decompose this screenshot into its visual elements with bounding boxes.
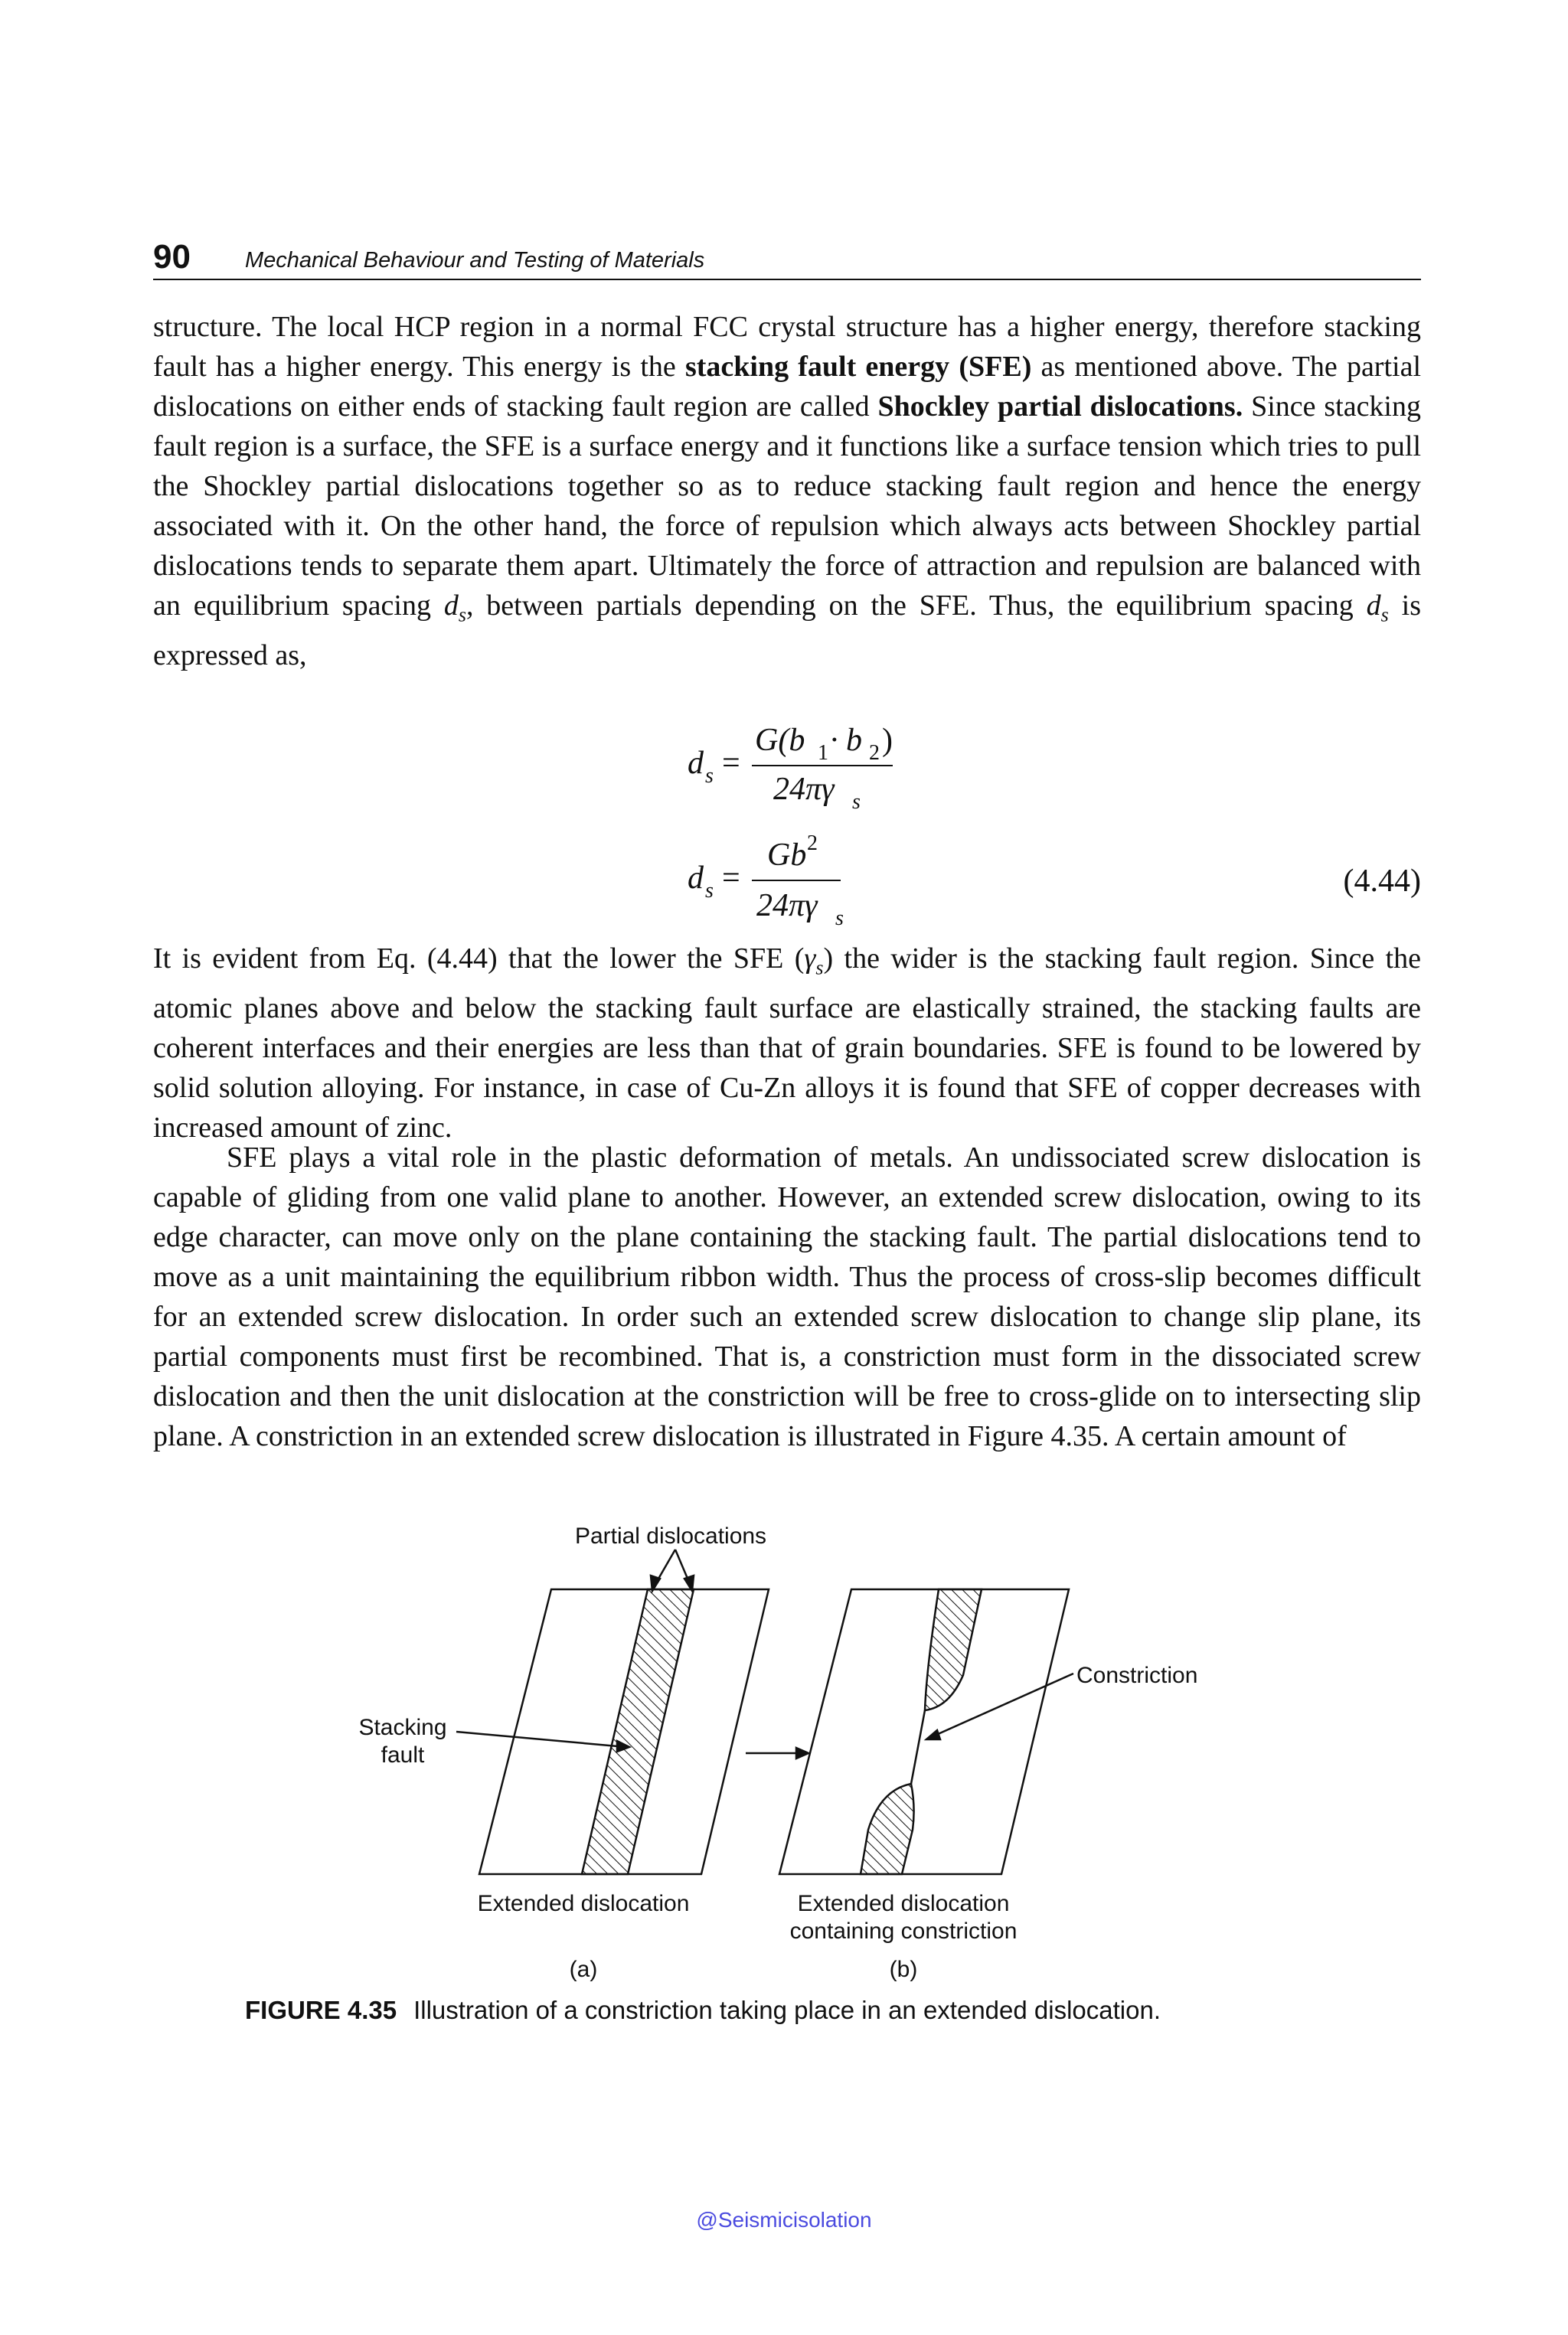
- constriction-line: [911, 1710, 925, 1784]
- slip-plane-b: [779, 1589, 1069, 1874]
- running-title: Mechanical Behaviour and Testing of Materials: [245, 248, 705, 273]
- upper-ribbon-b: [925, 1589, 982, 1710]
- lower-ribbon-b: [861, 1784, 914, 1874]
- svg-text:=: =: [722, 746, 740, 781]
- svg-text:2: 2: [807, 831, 818, 855]
- watermark: @Seismicisolation: [696, 2208, 872, 2232]
- svg-text:· b: · b: [830, 723, 862, 758]
- stacking-fault-ribbon-a: [582, 1589, 694, 1874]
- svg-text:Gb: Gb: [767, 838, 807, 873]
- panel-label-a: (a): [569, 1957, 598, 1982]
- svg-text:24πγ: 24πγ: [773, 772, 835, 807]
- label-extended-dislocation-b: Extended dislocation: [797, 1891, 1010, 1916]
- body-paragraph-1: structure. The local HCP region in a normal FCC crystal structure has a higher energy, therefore stacking fault has a higher energy. This energy is the stacking fault energy (SFE) as mentioned above. The partial dislocations on either ends of stacking fault region are called Shockley partial dislocations. Since stacking fault region is a surface, the SFE is a surface energy and it functions like a surface tension which tries to pull the Shockley partial dislocations together so as to reduce stacking fault region and hence the energy associated with it. On the other hand, the force of repulsion which always acts between Shockley partial dislocations tends to separate them apart. Ultimately the force of attraction and repulsion are balanced with an equilibrium spacing $d_s$, between partials depending on the SFE. Thus, the equilibrium spacing $d_s$ is expressed as,: [153, 311, 1422, 671]
- label-partial-dislocations: Partial dislocations: [574, 1523, 767, 1549]
- term-shockley: Shockley partial dislocations.: [877, 390, 1243, 423]
- pointer-stacking-fault: [456, 1732, 626, 1747]
- svg-text:s: s: [835, 906, 844, 930]
- svg-text:1: 1: [818, 741, 828, 765]
- eq2-lhs: d: [688, 861, 704, 896]
- body-paragraph-2: It is evident from Eq. (4.44) that the lower the SFE $(\gamma_s)$ the wider is the stacking fault region. Since the atomic planes above and below the stacking fault surface are elastically strained, the stacking faults are coherent interfaces and their energies are less than that of grain boundaries. SFE is found to be lowered by solid solution alloying. For instance, in case of Cu-Zn alloys it is found that SFE of copper decreases with increased amount of zinc.: [153, 942, 1421, 1144]
- page-number: 90: [153, 238, 191, 276]
- svg-text:): ): [882, 723, 893, 758]
- caption-text: Illustration of a constriction taking place in an extended dislocation.: [413, 1996, 1161, 2024]
- label-stacking: Stacking: [358, 1715, 447, 1740]
- equation-number: (4.44): [1343, 864, 1421, 899]
- svg-text:s: s: [705, 764, 714, 788]
- figure-caption: [245, 1994, 1161, 2027]
- body-paragraph-3: SFE plays a vital role in the plastic deformation of metals. An undissociated screw dislocation is capable of gliding from one valid plane to another. However, an extended screw dislocation, owing to its edge character, can move only on the plane containing the stacking fault. The partial dislocations tend to move as a unit maintaining the equilibrium ribbon width. Thus the process of cross-slip becomes difficult for an extended screw dislocation. In order such an extended screw dislocation to change slip plane, its partial components must first be recombined. That is, a constriction must form in the dissociated screw dislocation and then the unit dislocation at the constriction will be free to cross-glide on to intersecting slip plane. A constriction in an extended screw dislocation is illustrated in Figure 4.35. A certain amount of: [153, 1141, 1421, 1452]
- svg-text:2: 2: [869, 741, 880, 765]
- label-constriction: Constriction: [1076, 1663, 1198, 1688]
- svg-text:=: =: [722, 861, 740, 896]
- eq1-lhs: d: [688, 746, 704, 781]
- panel-label-b: (b): [889, 1957, 918, 1982]
- svg-text:24πγ: 24πγ: [756, 888, 818, 923]
- svg-text:s: s: [852, 790, 861, 814]
- transition-arrowhead: [796, 1748, 808, 1759]
- label-extended-dislocation: Extended dislocation: [477, 1891, 690, 1916]
- term-sfe: stacking fault energy (SFE): [684, 351, 1032, 383]
- label-fault: fault: [381, 1742, 425, 1768]
- label-containing-constriction: containing constriction: [789, 1919, 1018, 1944]
- caption-label: FIGURE 4.35: [245, 1996, 397, 2024]
- svg-text:s: s: [705, 879, 714, 903]
- svg-text:G(b: G(b: [755, 723, 805, 758]
